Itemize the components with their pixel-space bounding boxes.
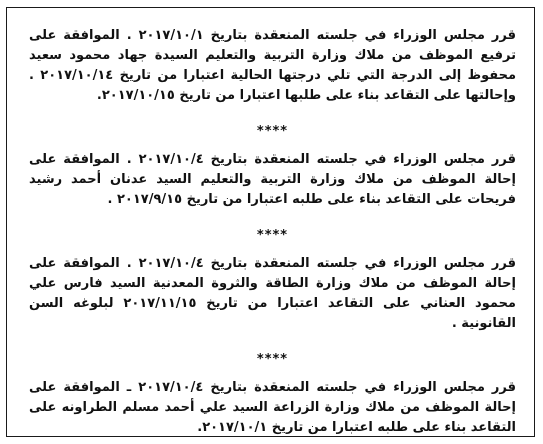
decision-paragraph-2: قرر مجلس الوزراء في جلسته المنعقدة بتاريخ ٢٠١٧/١٠/٤ . الموافقة على إحالة الموظف من ملاك وزارة التربية والتعليم السيد عدنان أحمد رشيد فريحات على التقاعد بناء على طلبه اعتبارا من تاريخ ٢٠١٧/٩/١٥ . xyxy=(29,152,516,207)
separator-2: **** xyxy=(256,228,289,243)
separator-3: **** xyxy=(256,352,289,367)
decision-paragraph-3: قرر مجلس الوزراء في جلسته المنعقدة بتاريخ ٢٠١٧/١٠/٤ . الموافقة على إحالة الموظف من ملاك وزارة الطاقة والثروة المعدنية السيد فارس علي محمود العناني على التقاعد اعتبارا من تاريخ ٢٠١٧/١١/١٥ لبلوغه السن القانونية . xyxy=(29,256,516,331)
notice-box xyxy=(6,7,535,437)
notice-content xyxy=(29,26,516,438)
decision-paragraph-1: قرر مجلس الوزراء في جلسته المنعقدة بتاريخ ٢٠١٧/١٠/١ . الموافقة على ترفيع الموظف من ملاك وزارة التربية والتعليم السيدة جهاد محمود سعيد محفوظ إلى الدرجة التي تلي درجتها الحالية اعتبارا من تاريخ ٢٠١٧/١٠/١٤ . وإحالتها على التقاعد بناء على طلبها اعتبارا من تاريخ ٢٠١٧/١٠/١٥. xyxy=(29,28,516,103)
decision-paragraph-4: قرر مجلس الوزراء في جلسته المنعقدة بتاريخ ٢٠١٧/١٠/٤ ـ الموافقة على إحالة الموظف من ملاك وزارة الزراعة السيد علي أحمد مسلم الطراونه على التقاعد بناء على طلبه اعتبارا من تاريخ ٢٠١٧/١٠/١. xyxy=(29,380,516,435)
separator-1: **** xyxy=(256,124,289,139)
